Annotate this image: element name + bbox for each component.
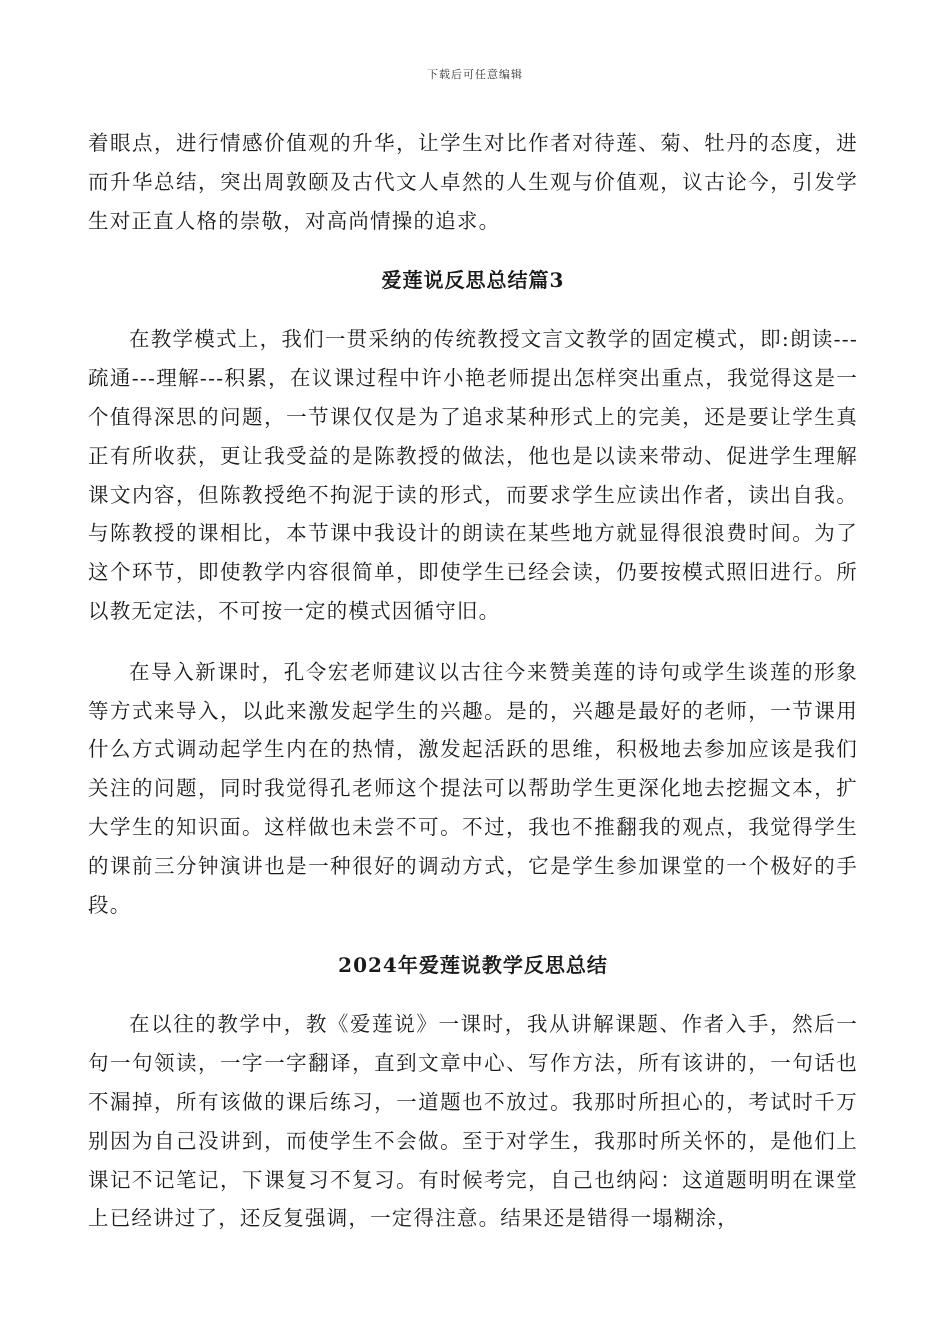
- paragraph-past-teaching: 在以往的教学中，教《爱莲说》一课时，我从讲解课题、作者入手，然后一句一句领读，一字一字翻译，直到文章中心、写作方法，所有该讲的，一句话也不漏掉，所有该做的课后练习，一道题也不放过。我那时所担心的，考试时千万别因为自己没讲到，而使学生不会做。至于对学生，我那时所关怀的，是他们上课记不记笔记，下课复习不复习。有时候考完，自己也纳闷：这道题明明在课堂上已经讲过了，还反复强调，一定得注意。结果还是错得一塌糊涂，: [88, 1012, 858, 1231]
- document-body: [88, 124, 858, 1238]
- paragraph-teaching-mode: 在教学模式上，我们一贯采纳的传统教授文言文教学的固定模式，即:朗读---疏通---理解---积累，在议课过程中许小艳老师提出怎样突出重点，我觉得这是一个值得深思的问题，一节课仅仅是为了追求某种形式上的完美，还是要让学生真正有所收获，更让我受益的是陈教授的做法，他也是以读来带动、促进学生理解课文内容，但陈教授绝不拘泥于读的形式，而要求学生应读出作者，读出自我。与陈教授的课相比，本节课中我设计的朗读在某些地方就显得很浪费时间。为了这个环节，即使教学内容很简单，即使学生已经会读，仍要按模式照旧进行。所以教无定法，不可按一定的模式因循守旧。: [88, 327, 858, 623]
- section-heading-2024: 2024年爱莲说教学反思总结: [338, 953, 608, 978]
- header-note: 下载后可任意编辑: [427, 68, 523, 81]
- paragraph-lesson-intro: 在导入新课时，孔令宏老师建议以古往今来赞美莲的诗句或学生谈莲的形象等方式来导入，以此来激发起学生的兴趣。是的，兴趣是最好的老师，一节课用什么方式调动起学生内在的热情，激发起活跃的思维，积极地去参加应该是我们关注的问题，同时我觉得孔老师这个提法可以帮助学生更深化地去挖掘文本，扩大学生的知识面。这样做也未尝不可。不过，我也不推翻我的观点，我觉得学生的课前三分钟演讲也是一种很好的调动方式，它是学生参加课堂的一个极好的手段。: [88, 659, 858, 917]
- paragraph-continued: 着眼点，进行情感价值观的升华，让学生对比作者对待莲、菊、牡丹的态度，进而升华总结，突出周敦颐及古代文人卓然的人生观与价值观，议古论今，引发学生对正直人格的崇敬，对高尚情操的追求。: [88, 131, 858, 233]
- section-heading-3: 爱莲说反思总结篇3: [381, 268, 565, 293]
